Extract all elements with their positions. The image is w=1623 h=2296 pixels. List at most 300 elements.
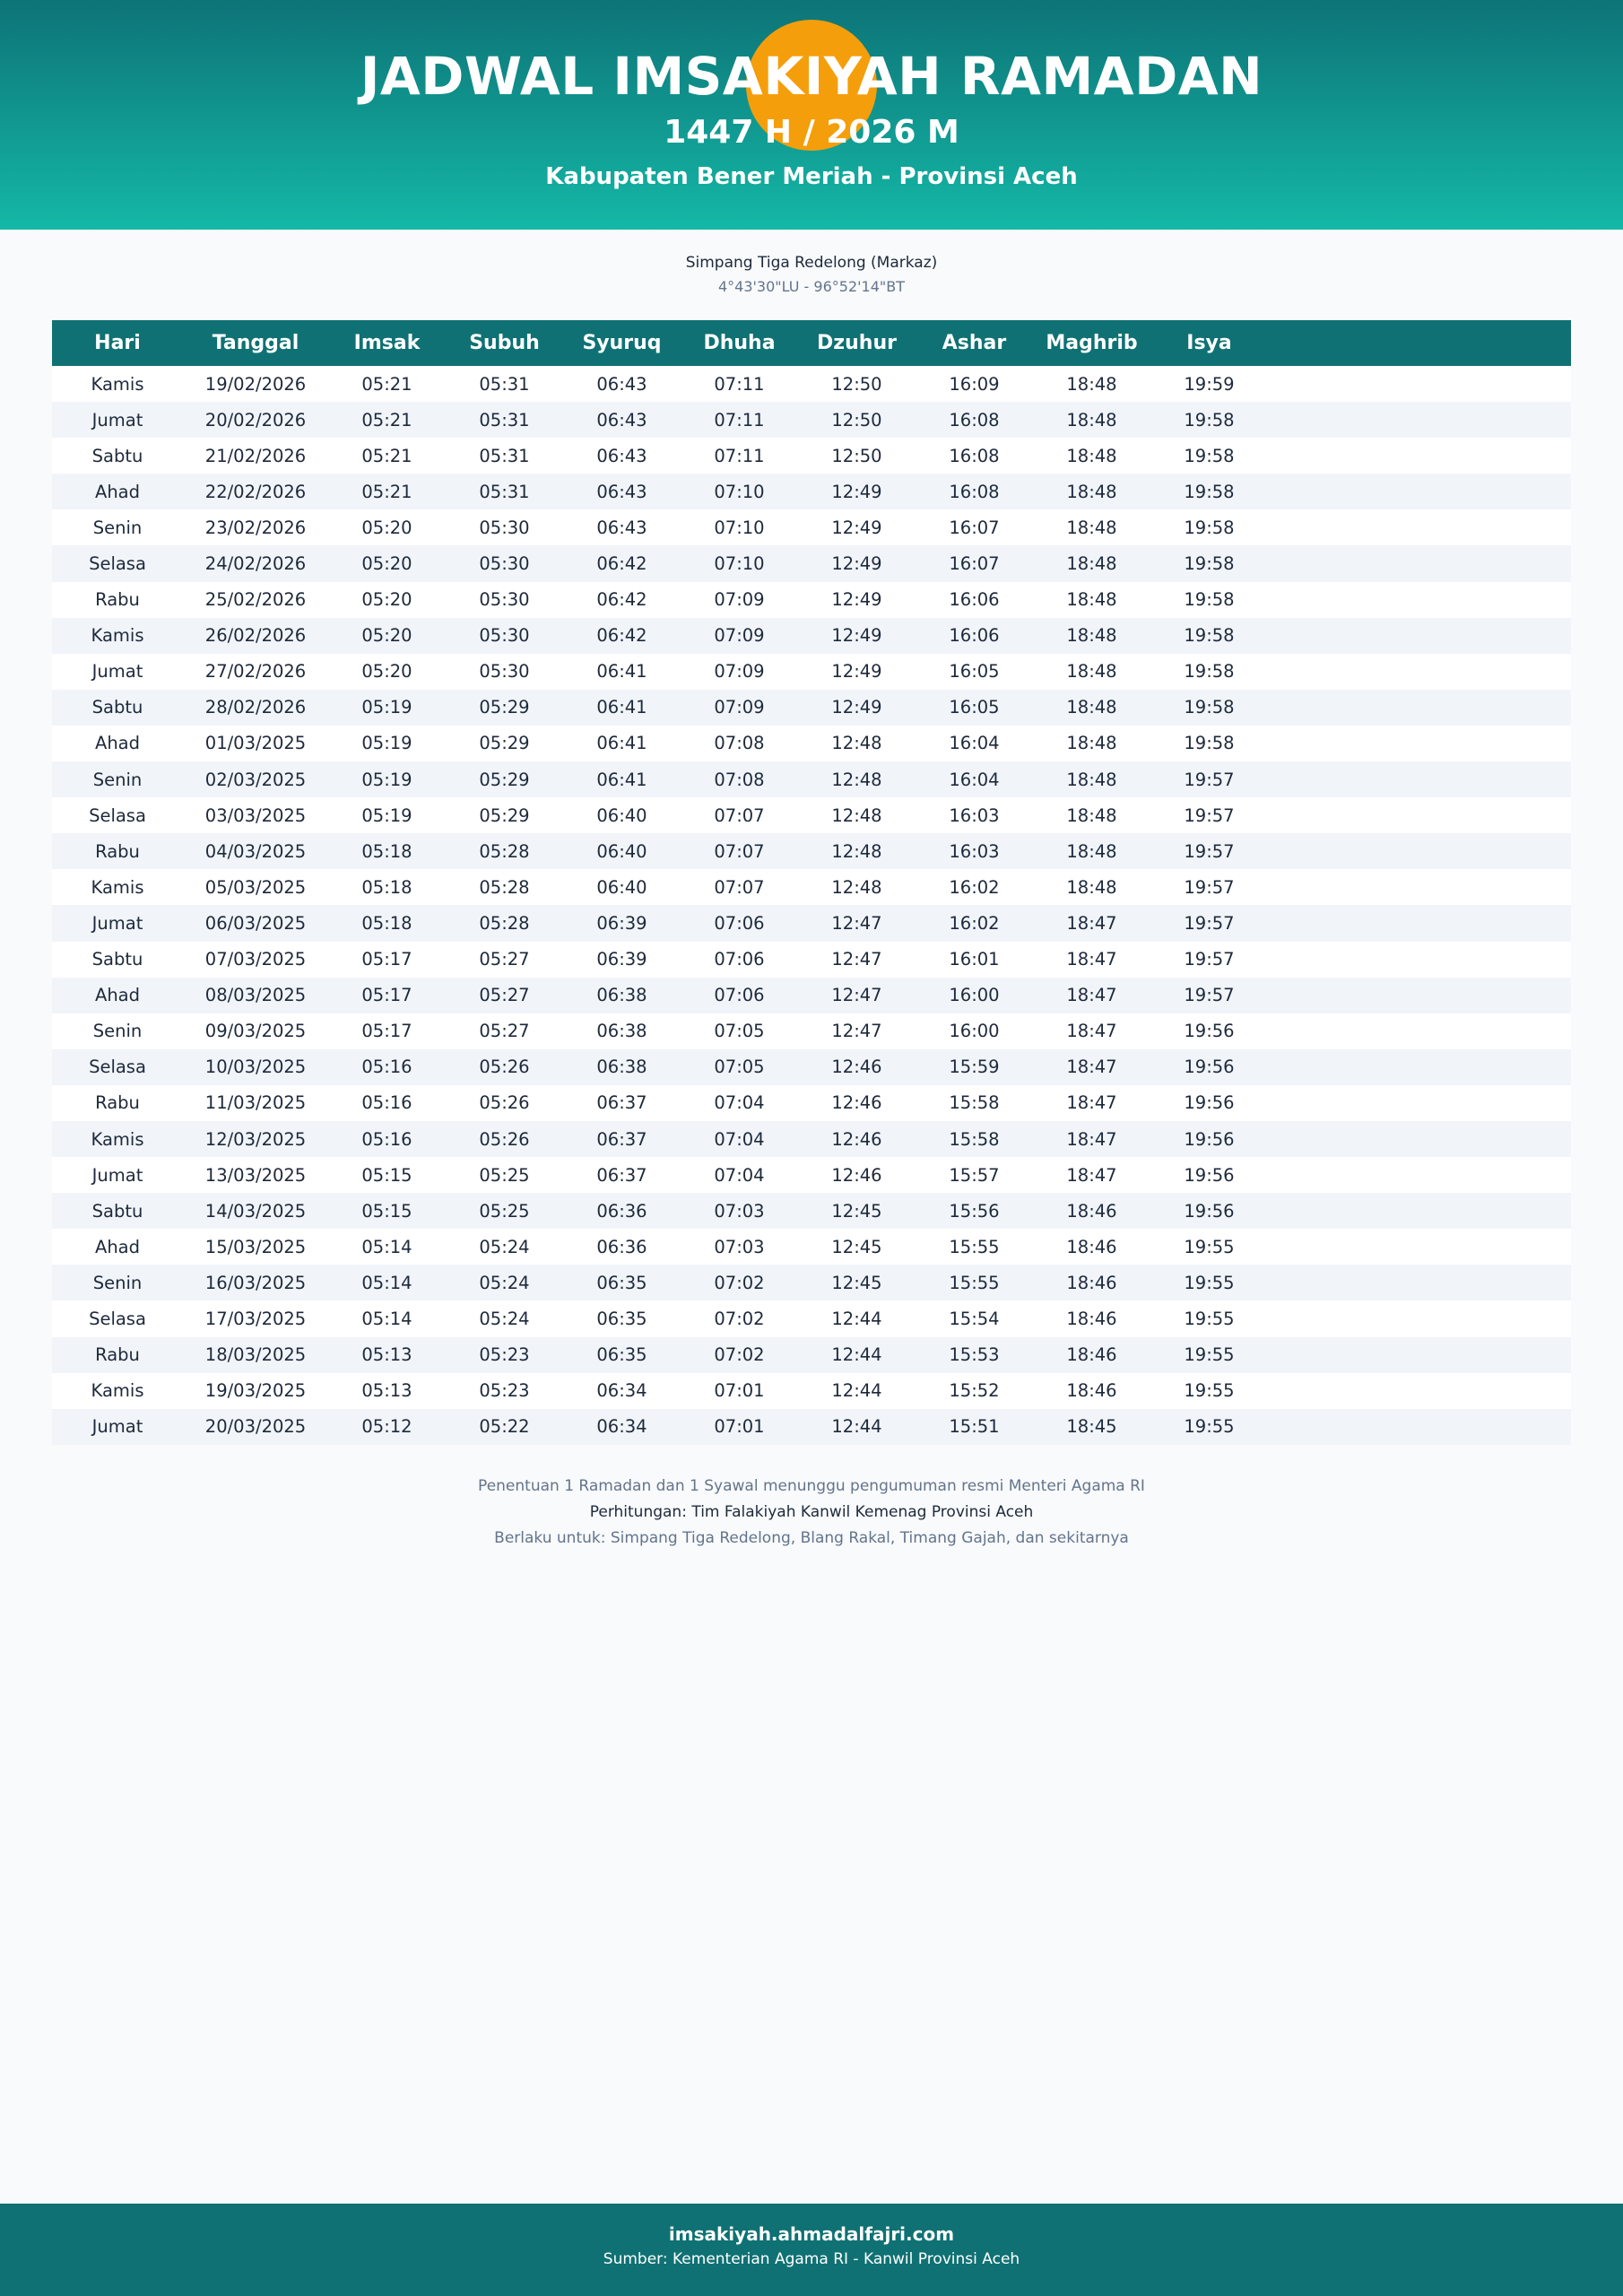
cell-syuruq: 06:34 xyxy=(596,1416,647,1438)
cell-hari: Jumat xyxy=(91,1164,143,1186)
cell-isya: 19:57 xyxy=(1184,912,1235,934)
cell-tanggal: 28/02/2026 xyxy=(204,697,307,718)
cell-tanggal: 21/02/2026 xyxy=(204,445,307,466)
cell-ashar: 15:58 xyxy=(949,1092,1000,1114)
cell-syuruq: 06:43 xyxy=(596,481,647,502)
cell-maghrib: 18:46 xyxy=(1066,1272,1117,1293)
cell-ashar: 16:04 xyxy=(949,769,1000,790)
cell-ashar: 16:05 xyxy=(949,661,1000,683)
cell-ashar: 16:06 xyxy=(949,589,1000,611)
cell-hari: Sabtu xyxy=(91,1200,143,1222)
footer-bar xyxy=(0,2204,1623,2296)
cell-hari: Kamis xyxy=(91,876,144,898)
table-row xyxy=(52,438,1571,474)
cell-tanggal: 01/03/2025 xyxy=(204,733,307,754)
cell-subuh: 05:28 xyxy=(479,912,530,934)
cell-imsak: 05:16 xyxy=(361,1128,412,1150)
cell-maghrib: 18:48 xyxy=(1066,481,1117,502)
cell-maghrib: 18:46 xyxy=(1066,1236,1117,1257)
cell-tanggal: 10/03/2025 xyxy=(204,1057,307,1078)
cell-subuh: 05:27 xyxy=(479,1021,530,1042)
cell-spacer xyxy=(1268,654,1571,690)
cell-hari: Rabu xyxy=(95,1092,140,1114)
cell-hari: Senin xyxy=(92,1272,143,1293)
cell-isya: 19:58 xyxy=(1184,589,1235,611)
cell-syuruq: 06:38 xyxy=(596,1057,647,1078)
table-row xyxy=(52,654,1571,690)
cell-imsak: 05:19 xyxy=(361,804,412,826)
cell-dzuhur: 12:49 xyxy=(831,625,882,647)
schedule-table xyxy=(52,320,1571,1445)
cell-ashar: 16:08 xyxy=(949,481,1000,502)
table-row xyxy=(52,1373,1571,1409)
table-row xyxy=(52,1121,1571,1157)
cell-dhuha: 07:02 xyxy=(714,1308,765,1329)
cell-maghrib: 18:48 xyxy=(1066,625,1117,647)
cell-maghrib: 18:48 xyxy=(1066,445,1117,466)
cell-dzuhur: 12:45 xyxy=(831,1200,882,1222)
cell-maghrib: 18:48 xyxy=(1066,589,1117,611)
table-row xyxy=(52,1013,1571,1049)
cell-dhuha: 07:10 xyxy=(714,553,765,575)
cell-dhuha: 07:05 xyxy=(714,1021,765,1042)
table-row xyxy=(52,978,1571,1013)
cell-tanggal: 15/03/2025 xyxy=(204,1236,307,1257)
cell-imsak: 05:21 xyxy=(361,481,412,502)
cell-subuh: 05:26 xyxy=(479,1057,530,1078)
cell-syuruq: 06:37 xyxy=(596,1092,647,1114)
cell-dzuhur: 12:50 xyxy=(831,409,882,430)
cell-tanggal: 12/03/2025 xyxy=(204,1128,307,1150)
cell-maghrib: 18:46 xyxy=(1066,1380,1117,1402)
cell-ashar: 15:57 xyxy=(949,1164,1000,1186)
cell-spacer xyxy=(1268,797,1571,833)
cell-syuruq: 06:43 xyxy=(596,373,647,395)
cell-maghrib: 18:48 xyxy=(1066,409,1117,430)
cell-syuruq: 06:36 xyxy=(596,1200,647,1222)
cell-spacer xyxy=(1268,869,1571,905)
cell-isya: 19:55 xyxy=(1184,1344,1235,1366)
cell-ashar: 16:08 xyxy=(949,445,1000,466)
cell-isya: 19:58 xyxy=(1184,445,1235,466)
cell-spacer xyxy=(1268,1373,1571,1409)
cell-dzuhur: 12:49 xyxy=(831,697,882,718)
cell-spacer xyxy=(1268,1337,1571,1373)
cell-spacer xyxy=(1268,509,1571,545)
cell-imsak: 05:17 xyxy=(361,949,412,970)
cell-dzuhur: 12:45 xyxy=(831,1236,882,1257)
cell-maghrib: 18:45 xyxy=(1066,1416,1117,1438)
cell-spacer xyxy=(1268,1300,1571,1336)
cell-hari: Sabtu xyxy=(91,949,143,970)
cell-maghrib: 18:47 xyxy=(1066,1057,1117,1078)
cell-ashar: 16:03 xyxy=(949,804,1000,826)
cell-spacer xyxy=(1268,905,1571,941)
cell-maghrib: 18:47 xyxy=(1066,1128,1117,1150)
cell-subuh: 05:29 xyxy=(479,697,530,718)
cell-isya: 19:56 xyxy=(1184,1021,1235,1042)
cell-subuh: 05:30 xyxy=(479,625,530,647)
cell-maghrib: 18:47 xyxy=(1066,985,1117,1006)
cell-ashar: 15:59 xyxy=(949,1057,1000,1078)
cell-hari: Senin xyxy=(92,769,143,790)
cell-dzuhur: 12:44 xyxy=(831,1380,882,1402)
cell-imsak: 05:15 xyxy=(361,1164,412,1186)
region-label: Kabupaten Bener Meriah - Provinsi Aceh xyxy=(545,163,1078,190)
cell-spacer xyxy=(1268,618,1571,654)
cell-tanggal: 13/03/2025 xyxy=(204,1164,307,1186)
cell-ashar: 15:55 xyxy=(949,1272,1000,1293)
cell-maghrib: 18:48 xyxy=(1066,553,1117,575)
table-row xyxy=(52,1193,1571,1229)
table-row xyxy=(52,1085,1571,1121)
table-row xyxy=(52,690,1571,726)
cell-spacer xyxy=(1268,1049,1571,1085)
cell-dhuha: 07:06 xyxy=(714,985,765,1006)
column-header-imsak: Imsak xyxy=(353,332,421,354)
table-row xyxy=(52,474,1571,509)
cell-dhuha: 07:07 xyxy=(714,804,765,826)
cell-isya: 19:58 xyxy=(1184,517,1235,538)
cell-ashar: 16:03 xyxy=(949,840,1000,862)
cell-spacer xyxy=(1268,1265,1571,1300)
table-row xyxy=(52,1157,1571,1193)
cell-dzuhur: 12:48 xyxy=(831,733,882,754)
cell-spacer xyxy=(1268,761,1571,797)
cell-spacer xyxy=(1268,1085,1571,1121)
cell-ashar: 16:07 xyxy=(949,553,1000,575)
cell-ashar: 15:54 xyxy=(949,1308,1000,1329)
cell-hari: Ahad xyxy=(94,481,141,502)
cell-dzuhur: 12:49 xyxy=(831,481,882,502)
cell-spacer xyxy=(1268,1157,1571,1193)
cell-isya: 19:58 xyxy=(1184,553,1235,575)
table-row xyxy=(52,942,1571,978)
cell-imsak: 05:12 xyxy=(361,1416,412,1438)
coverage-note: Berlaku untuk: Simpang Tiga Redelong, Blang Rakal, Timang Gajah, dan sekitarnya xyxy=(494,1529,1129,1547)
cell-hari: Jumat xyxy=(91,661,143,683)
cell-maghrib: 18:46 xyxy=(1066,1200,1117,1222)
cell-imsak: 05:19 xyxy=(361,697,412,718)
cell-imsak: 05:15 xyxy=(361,1200,412,1222)
cell-dzuhur: 12:49 xyxy=(831,517,882,538)
cell-dzuhur: 12:47 xyxy=(831,985,882,1006)
cell-ashar: 16:07 xyxy=(949,517,1000,538)
cell-tanggal: 04/03/2025 xyxy=(204,840,307,862)
cell-syuruq: 06:37 xyxy=(596,1164,647,1186)
schedule-table-container xyxy=(52,320,1571,1445)
cell-tanggal: 06/03/2025 xyxy=(204,912,307,934)
cell-isya: 19:56 xyxy=(1184,1200,1235,1222)
cell-isya: 19:57 xyxy=(1184,876,1235,898)
cell-subuh: 05:26 xyxy=(479,1092,530,1114)
cell-syuruq: 06:34 xyxy=(596,1380,647,1402)
cell-spacer xyxy=(1268,438,1571,474)
cell-isya: 19:57 xyxy=(1184,985,1235,1006)
cell-isya: 19:57 xyxy=(1184,949,1235,970)
cell-isya: 19:55 xyxy=(1184,1272,1235,1293)
cell-syuruq: 06:42 xyxy=(596,625,647,647)
table-header-row xyxy=(52,320,1571,366)
cell-dzuhur: 12:45 xyxy=(831,1272,882,1293)
cell-maghrib: 18:47 xyxy=(1066,1164,1117,1186)
column-header-spacer xyxy=(1268,320,1571,366)
cell-imsak: 05:21 xyxy=(361,373,412,395)
column-header-subuh: Subuh xyxy=(469,332,540,354)
cell-ashar: 16:06 xyxy=(949,625,1000,647)
cell-dhuha: 07:08 xyxy=(714,733,765,754)
cell-ashar: 16:02 xyxy=(949,876,1000,898)
cell-imsak: 05:19 xyxy=(361,733,412,754)
table-row xyxy=(52,1229,1571,1265)
cell-subuh: 05:28 xyxy=(479,840,530,862)
cell-imsak: 05:14 xyxy=(361,1236,412,1257)
cell-hari: Senin xyxy=(92,1021,143,1042)
cell-syuruq: 06:39 xyxy=(596,949,647,970)
cell-isya: 19:59 xyxy=(1184,373,1235,395)
cell-ashar: 16:05 xyxy=(949,697,1000,718)
cell-hari: Jumat xyxy=(91,409,143,430)
cell-hari: Sabtu xyxy=(91,697,143,718)
table-row xyxy=(52,1409,1571,1445)
cell-ashar: 16:04 xyxy=(949,733,1000,754)
cell-isya: 19:58 xyxy=(1184,409,1235,430)
cell-maghrib: 18:48 xyxy=(1066,804,1117,826)
cell-subuh: 05:23 xyxy=(479,1344,530,1366)
announcement-note: Penentuan 1 Ramadan dan 1 Syawal menunggu pengumuman resmi Menteri Agama RI xyxy=(478,1477,1145,1495)
cell-imsak: 05:19 xyxy=(361,769,412,790)
column-header-dhuha: Dhuha xyxy=(703,332,776,354)
table-row xyxy=(52,797,1571,833)
cell-syuruq: 06:43 xyxy=(596,517,647,538)
table-row xyxy=(52,1049,1571,1085)
cell-subuh: 05:25 xyxy=(479,1164,530,1186)
cell-dhuha: 07:02 xyxy=(714,1272,765,1293)
cell-dhuha: 07:10 xyxy=(714,517,765,538)
cell-tanggal: 25/02/2026 xyxy=(204,589,307,611)
cell-subuh: 05:30 xyxy=(479,661,530,683)
cell-dzuhur: 12:46 xyxy=(831,1128,882,1150)
cell-maghrib: 18:46 xyxy=(1066,1344,1117,1366)
cell-maghrib: 18:47 xyxy=(1066,949,1117,970)
cell-imsak: 05:18 xyxy=(361,876,412,898)
cell-subuh: 05:24 xyxy=(479,1236,530,1257)
cell-imsak: 05:18 xyxy=(361,840,412,862)
cell-subuh: 05:24 xyxy=(479,1272,530,1293)
table-row xyxy=(52,1265,1571,1300)
cell-ashar: 15:56 xyxy=(949,1200,1000,1222)
cell-spacer xyxy=(1268,690,1571,726)
cell-dzuhur: 12:50 xyxy=(831,445,882,466)
cell-syuruq: 06:41 xyxy=(596,769,647,790)
cell-imsak: 05:16 xyxy=(361,1092,412,1114)
cell-isya: 19:55 xyxy=(1184,1416,1235,1438)
cell-subuh: 05:29 xyxy=(479,769,530,790)
cell-subuh: 05:24 xyxy=(479,1308,530,1329)
cell-dzuhur: 12:48 xyxy=(831,840,882,862)
cell-spacer xyxy=(1268,545,1571,581)
cell-ashar: 16:01 xyxy=(949,949,1000,970)
column-header-ashar: Ashar xyxy=(942,332,1007,354)
cell-tanggal: 22/02/2026 xyxy=(204,481,307,502)
cell-dhuha: 07:02 xyxy=(714,1344,765,1366)
cell-dzuhur: 12:47 xyxy=(831,1021,882,1042)
cell-maghrib: 18:47 xyxy=(1066,1092,1117,1114)
cell-hari: Selasa xyxy=(89,553,146,575)
cell-tanggal: 07/03/2025 xyxy=(204,949,307,970)
cell-imsak: 05:20 xyxy=(361,625,412,647)
cell-imsak: 05:13 xyxy=(361,1344,412,1366)
cell-spacer xyxy=(1268,726,1571,761)
table-row xyxy=(52,366,1571,402)
cell-ashar: 16:08 xyxy=(949,409,1000,430)
cell-hari: Kamis xyxy=(91,1128,144,1150)
table-row xyxy=(52,402,1571,438)
cell-tanggal: 02/03/2025 xyxy=(204,769,307,790)
cell-spacer xyxy=(1268,582,1571,618)
cell-syuruq: 06:35 xyxy=(596,1272,647,1293)
column-header-tanggal: Tanggal xyxy=(212,332,299,354)
cell-dzuhur: 12:46 xyxy=(831,1057,882,1078)
cell-dhuha: 07:04 xyxy=(714,1128,765,1150)
cell-subuh: 05:29 xyxy=(479,733,530,754)
cell-tanggal: 14/03/2025 xyxy=(204,1200,307,1222)
cell-spacer xyxy=(1268,1409,1571,1445)
cell-hari: Sabtu xyxy=(91,445,143,466)
cell-dzuhur: 12:47 xyxy=(831,949,882,970)
cell-isya: 19:55 xyxy=(1184,1380,1235,1402)
cell-tanggal: 19/03/2025 xyxy=(204,1380,307,1402)
cell-dzuhur: 12:46 xyxy=(831,1092,882,1114)
cell-dhuha: 07:09 xyxy=(714,661,765,683)
cell-dhuha: 07:09 xyxy=(714,697,765,718)
cell-hari: Jumat xyxy=(91,912,143,934)
cell-dhuha: 07:09 xyxy=(714,625,765,647)
cell-spacer xyxy=(1268,474,1571,509)
cell-isya: 19:58 xyxy=(1184,733,1235,754)
cell-hari: Ahad xyxy=(94,985,141,1006)
cell-imsak: 05:21 xyxy=(361,409,412,430)
notes-section xyxy=(0,1474,1623,1552)
cell-syuruq: 06:35 xyxy=(596,1308,647,1329)
cell-syuruq: 06:37 xyxy=(596,1128,647,1150)
table-row xyxy=(52,761,1571,797)
cell-imsak: 05:20 xyxy=(361,517,412,538)
cell-imsak: 05:20 xyxy=(361,553,412,575)
cell-isya: 19:55 xyxy=(1184,1236,1235,1257)
cell-subuh: 05:25 xyxy=(479,1200,530,1222)
cell-spacer xyxy=(1268,942,1571,978)
cell-imsak: 05:20 xyxy=(361,661,412,683)
cell-tanggal: 20/02/2026 xyxy=(204,409,307,430)
cell-imsak: 05:16 xyxy=(361,1057,412,1078)
cell-imsak: 05:17 xyxy=(361,1021,412,1042)
cell-tanggal: 19/02/2026 xyxy=(204,373,307,395)
cell-maghrib: 18:48 xyxy=(1066,733,1117,754)
cell-isya: 19:58 xyxy=(1184,697,1235,718)
column-header-isya: Isya xyxy=(1186,332,1232,354)
table-body xyxy=(52,366,1571,1445)
table-row xyxy=(52,726,1571,761)
cell-hari: Ahad xyxy=(94,1236,141,1257)
cell-spacer xyxy=(1268,366,1571,402)
cell-dhuha: 07:11 xyxy=(714,409,765,430)
cell-ashar: 16:02 xyxy=(949,912,1000,934)
cell-isya: 19:56 xyxy=(1184,1128,1235,1150)
cell-spacer xyxy=(1268,1229,1571,1265)
table-row xyxy=(52,509,1571,545)
cell-subuh: 05:30 xyxy=(479,517,530,538)
cell-dhuha: 07:05 xyxy=(714,1057,765,1078)
cell-syuruq: 06:43 xyxy=(596,445,647,466)
cell-maghrib: 18:47 xyxy=(1066,1021,1117,1042)
cell-syuruq: 06:40 xyxy=(596,840,647,862)
cell-maghrib: 18:48 xyxy=(1066,697,1117,718)
cell-subuh: 05:27 xyxy=(479,949,530,970)
table-row xyxy=(52,545,1571,581)
cell-dzuhur: 12:44 xyxy=(831,1416,882,1438)
cell-isya: 19:58 xyxy=(1184,481,1235,502)
cell-syuruq: 06:35 xyxy=(596,1344,647,1366)
cell-dhuha: 07:01 xyxy=(714,1380,765,1402)
cell-syuruq: 06:43 xyxy=(596,409,647,430)
cell-hari: Selasa xyxy=(89,804,146,826)
cell-dhuha: 07:08 xyxy=(714,769,765,790)
cell-dzuhur: 12:47 xyxy=(831,912,882,934)
table-row xyxy=(52,833,1571,869)
cell-hari: Kamis xyxy=(91,1380,144,1402)
cell-subuh: 05:22 xyxy=(479,1416,530,1438)
cell-dhuha: 07:07 xyxy=(714,840,765,862)
cell-hari: Kamis xyxy=(91,625,144,647)
cell-dzuhur: 12:44 xyxy=(831,1344,882,1366)
cell-hari: Rabu xyxy=(95,589,140,611)
cell-tanggal: 20/03/2025 xyxy=(204,1416,307,1438)
cell-syuruq: 06:41 xyxy=(596,733,647,754)
cell-syuruq: 06:38 xyxy=(596,1021,647,1042)
cell-syuruq: 06:39 xyxy=(596,912,647,934)
footer-source: Sumber: Kementerian Agama RI - Kanwil Provinsi Aceh xyxy=(603,2250,1020,2268)
cell-dhuha: 07:04 xyxy=(714,1164,765,1186)
cell-tanggal: 05/03/2025 xyxy=(204,876,307,898)
cell-isya: 19:56 xyxy=(1184,1164,1235,1186)
cell-syuruq: 06:42 xyxy=(596,553,647,575)
cell-subuh: 05:28 xyxy=(479,876,530,898)
cell-hari: Selasa xyxy=(89,1057,146,1078)
cell-hari: Rabu xyxy=(95,1344,140,1366)
cell-ashar: 16:09 xyxy=(949,373,1000,395)
cell-syuruq: 06:41 xyxy=(596,697,647,718)
cell-dzuhur: 12:49 xyxy=(831,661,882,683)
cell-dzuhur: 12:46 xyxy=(831,1164,882,1186)
footer-site-link[interactable]: imsakiyah.ahmadalfajri.com xyxy=(668,2223,955,2245)
cell-subuh: 05:29 xyxy=(479,804,530,826)
cell-dhuha: 07:07 xyxy=(714,876,765,898)
cell-tanggal: 27/02/2026 xyxy=(204,661,307,683)
header-banner xyxy=(0,0,1623,230)
cell-maghrib: 18:48 xyxy=(1066,661,1117,683)
cell-subuh: 05:31 xyxy=(479,445,530,466)
cell-dzuhur: 12:48 xyxy=(831,769,882,790)
cell-tanggal: 17/03/2025 xyxy=(204,1308,307,1329)
cell-tanggal: 24/02/2026 xyxy=(204,553,307,575)
cell-hari: Rabu xyxy=(95,840,140,862)
cell-syuruq: 06:40 xyxy=(596,804,647,826)
calculation-note: Perhitungan: Tim Falakiyah Kanwil Kemenag Provinsi Aceh xyxy=(589,1503,1034,1521)
cell-imsak: 05:18 xyxy=(361,912,412,934)
cell-maghrib: 18:48 xyxy=(1066,876,1117,898)
cell-subuh: 05:27 xyxy=(479,985,530,1006)
